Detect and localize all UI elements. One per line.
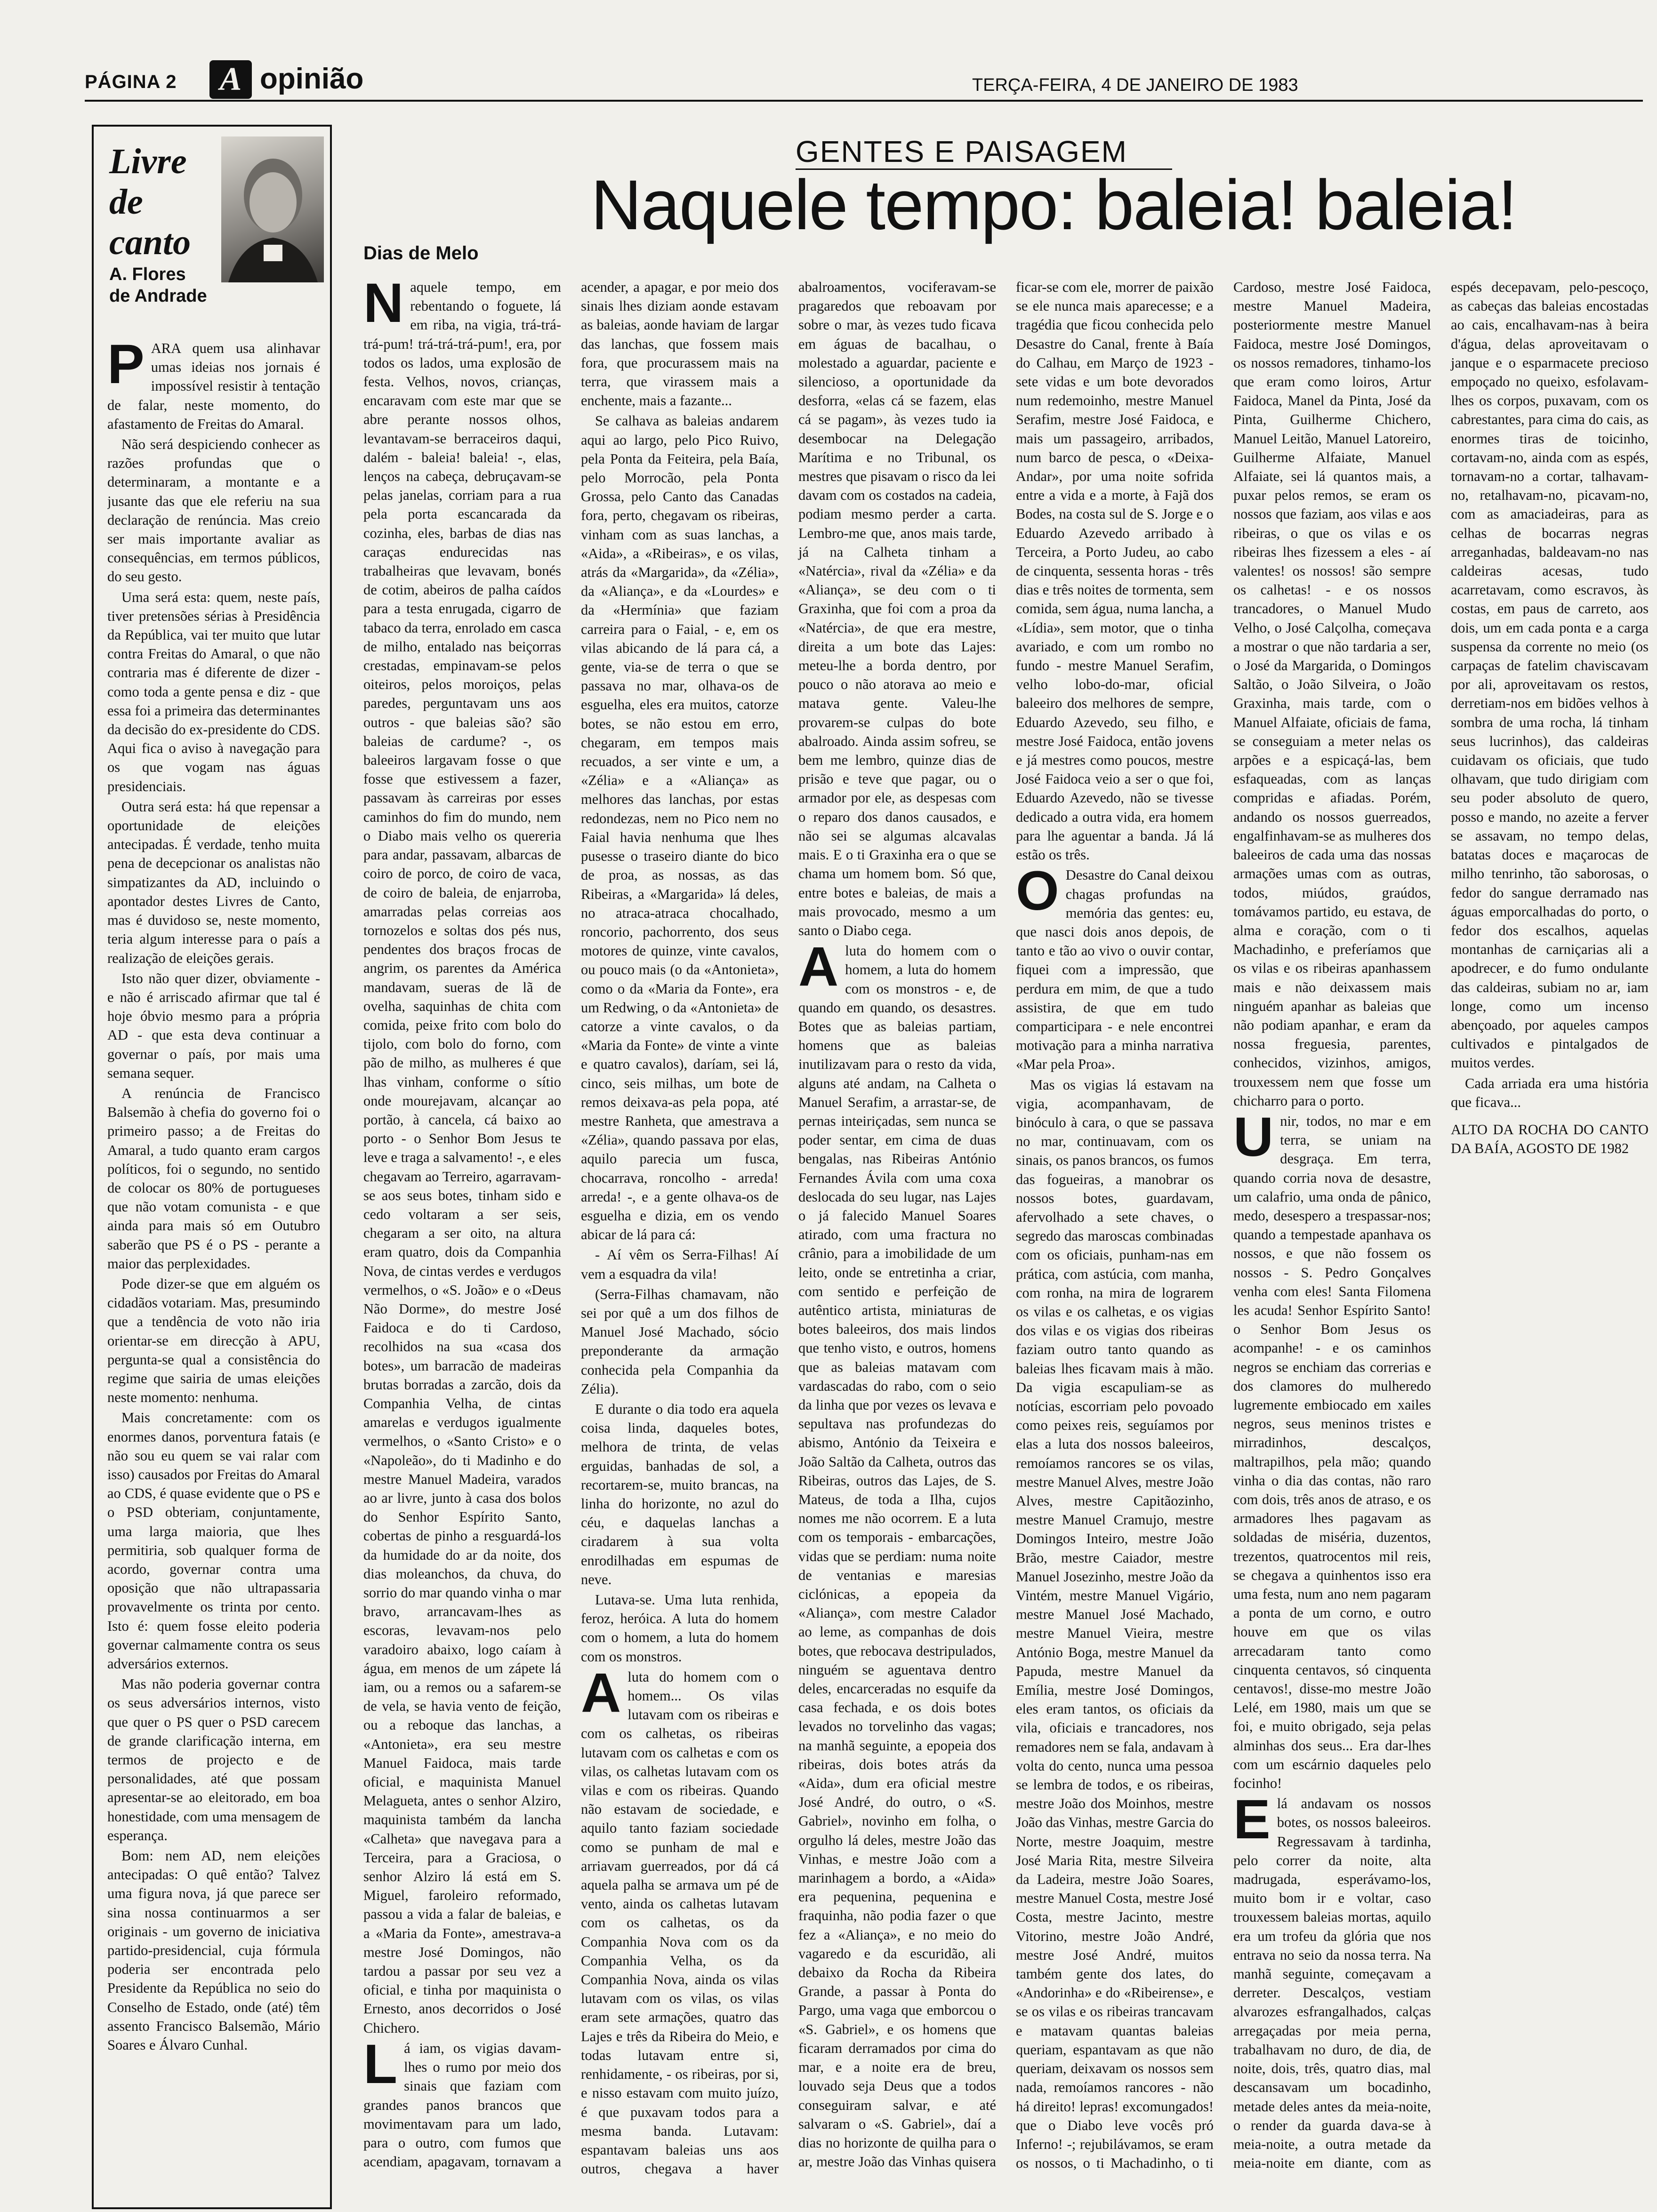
newspaper-logo-icon: A — [209, 60, 252, 99]
article-paragraph: (Serra-Filhas chamavam, não sei por quê a um dos filhos de Manuel José Machado, sócio preponderante da armação conhecida pela Companhia da Zélia). — [581, 1286, 779, 1397]
article-paragraph: O Desastre do Canal deixou chagas profundas na memória das gentes: eu, que nasci dois anos depois, de tanto e tão ao vivo o ouvir contar, fiquei com a impressão, que perdura em mim, de que a tudo assistira, de que em tudo comparticipara - e nele encontrei motivação para a minha narrativa «Mar pela Proa». — [1016, 860, 1214, 1073]
article-paragraph: Mas os vigias lá estavam na vigia, acompanhavam, de binóculo à cara, o que se passava no mar, continuavam, com os sinais, os panos brancos, os fumos das fogueiras, a manobrar os nossos botes, guardavam, afervolhado a sete chaves, o segredo das maroscas combinadas com os oficiais, punham-nas em prática, com astúcia, com manha, com ronha, na mira de lograrem os vilas e os calhetas, e os vigias dos vilas e os vigias dos ribeiras faziam outro tanto quando as baleias lhes ficavam mais à mão. Da vigia escapuliam-se as notícias, escorriam pelo povoado como peixes reis, seguíamos por elas a luta dos nossos baleeiros, remoíamos rancores se os vilas, mestre Manuel Alves, mestre João Alves, mestre Capitãozinho, mestre Manuel Cramujo, mestre Domingos Inteiro, mestre João Brão, mestre Caiador, mestre Manuel Josezinho, mestre João da Vintém, mestre Manuel Vigário, mestre Manuel José Machado, mestre Manuel Vieira, mestre António Boga, mestre Manuel da Papuda, mestre Manuel da Emília, mestre José Domingos, eles eram tantos, os oficiais da vila, oficiais e trancadores, nos remadores nem se fala, andavam à volta do cento, nunca uma pessoa se lembra de todos, e os ribeiras, mestre João dos Moinhos, mestre João das Vinhas, mestre Garcia do Norte, mestre Joaquim, mestre José Maria Rita, mestre Silveira da Ladeira, mestre João Soares, mestre Manuel Costa, mestre José Costa, mestre Jacinto, mestre Vitorino, mestre João André, mestre José André, muitos também gente dos lates, do «Andorinha» e do «Ribeirense», e se os vilas e os ribeiras trancavam e matavam quantas baleias queriam, espantavam as que não queriam, deixavam os nossos sem nada, remoíamos rancores - não há direito! lepras! excomungados! que o Diabo leve vocês pró Inferno! -; rejubilávamos, se eram os nossos, o ti Machadinho, o ti Cardoso, mestre José Faidoca, mestre Manuel Madeira, posteriormente mestre Manuel Faidoca, mestre José Domingos, os nossos remadores, tinhamo-los que eram como loiros, Artur Faidoca, Manel da Pinta, José da Pinta, Guilherme Chichero, Manuel Leitão, Manuel Latoreiro, Guilherme Alfaiate, Manuel Alfaiate, sei lá quantos mais, a puxar pelos remos, se eram os nossos que faziam, aos vilas e aos ribeiras, o que os vilas e os ribeiras lhes fizessem a eles - aí valentes! os nossos! são sempre os calhetas! - e os nossos trancadores, o Manuel Mudo Velho, o José Calçolha, começava a mostrar o que não tardaria a ser, o José da Margarida, o Domingos Saltão, o João Silveira, o João Graxinha, mais tarde, com o Manuel Alfaiate, oficiais de fama, se conseguiam a meter nelas os arpões e a espicaçá-las, bem esfaqueadas, com as lanças compridas e afiadas. Porém, andando os nossos guerreados, engalfinhavam-se as mulheres dos baleeiros de cada uma das nossas armações umas com as outras, todos, miúdos, graúdos, tomávamos partido, eu estava, de alma e coração, com o ti Machadinho, e preferíamos que os vilas e os ribeiras apanhassem mais e não deixassem mais ninguém apanhar as baleias que não podiam apanhar, e eram da nossa freguesia, parentes, conhecidos, vizinhos, amigos, trouxessem nem que fosse um chicharro para o porto. — [1016, 279, 1431, 2172]
column-box-bottom — [92, 2207, 332, 2209]
article-paragraph: Se calhava as baleias andarem aqui ao largo, pelo Pico Ruivo, pela Ponta da Feiteira, pela Baía, pelo Morrocão, pela Ponta Grossa, pelo Canto das Canadas fora, perto, chegavam os ribeiras, vinham com as suas lanchas, a «Aida», a «Ribeiras», e os vilas, atrás da «Margarida», da «Zélia», da «Aliança», e da «Lourdes» e da «Hermínia» que faziam carreira para o Faial, - e, em os vilas abicando de lá para cá, a gente, via-se de terra o que se passava no mar, olhava-os de esguelha, eles era muitos, catorze botes, se não estou em erro, chegaram, em tempos mais recuados, a ser vinte e um, a «Zélia» e a «Aliança» as melhores das lanchas, por estas redondezas, nem no Pico nem no Faial havia nenhuma que lhes pusesse o traseiro diante do bico de proa, as nossas, as das Ribeiras, a «Margarida» lá deles, no atraca-atraca chocalhado, roncorio, pachorrento, dos seus motores de quinze, vinte cavalos, ou pouco mais (o da «Antonieta», como o da «Maria da Fonte», era um Redwing, o da «Antonieta» de catorze a vinte cavalos, o da «Maria da Fonte» de vinte a vinte e quatro cavalos), daríam, sei lá, cinco, seis milhas, um bote de remos deixava-as pela popa, até mestre Ranheta, que amestrava a «Zélia», quando passava por elas, aquilo parecia um fusca, chocarrava, roncolho - arreda! arreda! -, e a gente olhava-os de esguelha e dizia, em os vendo abicar de lá para cá: — [581, 413, 779, 1243]
column-paragraph: Pode dizer-se que em alguém os cidadãos votariam. Mas, presumindo que a tendência de voto não iria orientar-se em direcção à APU, pergunta-se qual a consistência do regime que sairia de umas eleições neste momento: nenhuma. — [107, 1275, 320, 1406]
column-body — [107, 339, 320, 2188]
column-box-right — [330, 125, 332, 2209]
column-paragraph: Outra será esta: há que repensar a oportunidade de eleições antecipadas. É verdade, tenho muita pena de decepcionar os analistas não simpatizantes da AD, incluindo o apontador destes Livres de Canto, mas é duvidoso se, neste momento, teria algum interesse para o país a realização de eleições gerais. — [107, 798, 320, 966]
column-paragraph: Mas não poderia governar contra os seus adversários internos, visto que quer o PS quer o PSD carecem de grande clarificação interna, em termos de projecto e de personalidades, até que possam apresentar-se ao eleitorado, em boa honestidade, com uma mensagem de esperança. — [107, 1676, 320, 1843]
page-number: PÁGINA 2 — [85, 72, 177, 92]
article-paragraph: Lá iam, os vigias davam-lhes o rumo por meio dos sinais que faziam com grandes panos brancos que movimentavam para um lado, para o outro, com fumos que acendiam, apagavam, tornavam a acender, a apagar, e por meio dos sinais lhes diziam aonde estavam as baleias, aonde haviam de largar das lanchas, que fossem mais fora, que procurassem mais na terra, que virassem mais a enchente, mais a fazante... — [363, 279, 779, 2170]
article-paragraph: A luta do homem com o homem, a luta do homem com os monstros - e, de quando em quando, os desastres. Botes que as baleias partiam, homens que as baleias inutilizavam para o resto da vida, alguns até andam, na Calheta o Manuel Serafim, a arrastar-se, de pernas inteiriçadas, sem nunca se poder sentar, em cima de duas bengalas, nas Ribeiras António Fernandes Ávila com uma coxa deslocada do seu lugar, nas Lajes o já falecido Manuel Soares atirado, com uma fractura no crânio, para a imobilidade de um leito, onde se entretinha a criar, com sentido e perfeição de autêntico artista, miniaturas de botes baleeiros, dos mais lindos que tenho visto, e outros, homens que as baleias matavam com vardascadas do rabo, com o seio da linha que por vezes os levava e sepultava nas profundezas do abismo, António da Teixeira e João Saltão da Calheta, outros das Ribeiras, outros das Lajes, de S. Mateus, de toda a Ilha, cujos nomes me não ocorrem. E a luta com os temporais - embarcações, vidas que se perdiam: numa noite de ventanias e maresias ciclónicas, a epopeia da «Aliança», com mestre Calador ao leme, as companhas de dois botes, que rebocava destripulados, ninguém se aguentava dentro deles, encarceradas no esquife da casa fechada, e os dois botes levados no torvelinho das vagas; na manhã seguinte, a epopeia dos ribeiras, dois botes atrás da «Aida», dum era oficial mestre José André, do outro, o «S. Gabriel», novinho em folha, o orgulho lá deles, mestre João das Vinhas, e mestre João com a marinhagem a bordo, a «Aida» era pequenina, pequenina e fraquinha, não podia fazer o que fez a «Aliança», e no meio do vagaredo e da escuridão, ali debaixo da Rocha da Ribeira Grande, a passar à Ponta do Pargo, uma vaga que emborcou o «S. Gabriel», e os homens que ficaram derramados por cima do mar, e a noite era de breu, louvado seja Deus que a todos conseguiram salvar, e até salvaram o «S. Gabriel», daí a dias no horizonte de quilha para o ar, mestre João das Vinhas quisera ficar-se com ele, morrer de paixão se ele nunca mais aparecesse; e a tragédia que ficou conhecida pelo Desastre do Canal, frente à Baía do Calhau, em Março de 1923 - sete vidas e um bote devorados num redemoinho, mestre Manuel Serafim, mestre José Faidoca, e mais um passageiro, arribados, num barco de pesca, o «Deixa-Andar», por uma noite sofrida entre a vida e a morte, à Fajã dos Bodes, na costa sul de S. Jorge e o Eduardo Azevedo arribado à Terceira, a Porto Judeu, ao cabo de cinquenta, sessenta horas - três dias e três noites de tormenta, sem comida, sem água, numa lancha, a «Lídia», sem motor, que o tinha avariado, e com um rombo no fundo - mestre Manuel Serafim, velho lobo-do-mar, oficial baleeiro dos melhores de sempre, Eduardo Azevedo, seu filho, e mestre José Faidoca, então jovens e já mestres como poucos, mestre José Faidoca veio a ser o que foi, Eduardo Azevedo, não se tivesse dedicado a outra vida, era homem para lhe aguentar a banda. Já lá estão os três. — [798, 279, 1214, 2170]
column-paragraph: Bom: nem AD, nem eleições antecipadas: O quê então? Talvez uma figura nova, já que parece ser sina nossa continuarmos a ser originais - um governo de iniciativa partido-presidencial, cuja fórmula poderia ser encontrada pelo Presidente da República no seio do Conselho de Estado, onde (até) têm assento Francisco Balsemão, Mário Soares e Álvaro Cunhal. — [107, 1848, 320, 2053]
masthead-rule — [85, 100, 1643, 102]
article-body — [363, 278, 1649, 2188]
section-title: opinião — [260, 63, 364, 95]
column-paragraph: Isto não quer dizer, obviamente - e não é arriscado afirmar que tal é hoje óbvio mesmo para a própria AD - que esta deva continuar a governar o país, por mais uma semana sequer. — [107, 970, 320, 1081]
article-byline: Dias de Melo — [363, 243, 479, 264]
column-paragraph: Mais concretamente: com os enormes danos, porventura fatais (e não sou eu quem se vai ralar com isso) causados por Freitas do Amaral ao CDS, é quase evidente que o PS e o PSD obteriam, conjuntamente, uma larga maioria, que lhes permitiria, sob qualquer forma de acordo, governar contra uma oposição que não ultrapassaria provavelmente os trinta por cento. Isto é: quem fosse eleito poderia governar calmamente contra os seus adversários externos. — [107, 1410, 320, 1672]
article-paragraph: - Aí vêm os Serra-Filhas! Aí vem a esquadra da vila! — [581, 1247, 779, 1282]
article-paragraph: A luta do homem com o homem... Os vilas lutavam com os ribeiras e com os calhetas, os ribeiras lutavam com os calhetas e com os vilas, os calhetas lutavam com os vilas e com os ribeiras. Quando não estavam de sociedade, e aquilo tanto faziam sociedade como se punham de mal e arriavam guerreados, por dá cá aquela palha se armava um pé de vento, ainda os calhetas lutavam com os calhetas, os da Companhia Nova com os da Companhia Velha, os da Companhia Nova, ainda os vilas lutavam com os vilas, os vilas eram sete armações, quatro das Lajes e três da Ribeira do Meio, e todas lutavam entre si, renhidamente, - os ribeiras, por si, e nisso estavam com muito juízo, é que puxavam todos para a mesma banda. Lutavam: espantavam baleias uns aos outros, chegava a haver abalroamentos, vociferavam-se pragaredos que reboavam por sobre o mar, às vezes tudo ficava em águas de bacalhau, o molestado a aguardar, paciente e silencioso, a oportunidade da desforra, «elas cá se fazem, elas cá se pagam», às vezes tudo ia desembocar na Delegação Marítima e no Tribunal, os mestres que pisavam o risco da lei davam com os costados na cadeia, podiam mesmo perder a carta. Lembro-me que, anos mais tarde, já na Calheta tinham a «Natércia», rival da «Zélia» e da «Aliança», se deu com o ti Graxinha, que foi com a proa da «Natércia», de que era mestre, direita a um bote das Lajes: meteu-lhe a borda dentro, por pouco o não atorava ao meio e matava gente. Valeu-lhe provarem-se culpas do bote abalroado. Ainda assim sofreu, se bem me lembro, quinze dias de prisão e teve que pagar, ou o armador por ele, as despesas com o reparo dos danos causados, e não sei se algumas alcavalas mais. E o ti Graxinha era o que se chama um homem bom. Só que, entre botes e baleias, de mais a mais provocado, mesmo a um santo o Diabo cega. — [581, 279, 996, 2177]
issue-date: TERÇA-FEIRA, 4 DE JANEIRO DE 1983 — [972, 75, 1298, 95]
author-portrait — [221, 136, 324, 282]
column-paragraph: Uma será esta: quem, neste país, tiver pretensões sérias à Presidência da República, vai ter muito que lutar contra Freitas do Amaral, o que não contraria mas é diferente de dizer - como toda a gente pensa e diz - que essa foi a primeira das determinantes da decisão do ex-presidente do CDS. Aqui fica o aviso à navegação para os que vogam nas águas presidenciais. — [107, 589, 320, 794]
column-title: Livre de canto — [109, 142, 191, 262]
article-kicker: GENTES E PAISAGEM — [796, 135, 1127, 168]
article-paragraph: Cada arriada era uma história que ficava... — [1451, 1075, 1649, 1110]
article-dateline: ALTO DA ROCHA DO CANTO DA BAÍA, AGOSTO DE 1982 — [1451, 1121, 1649, 1157]
column-paragraph: Não será despiciendo conhecer as razões profundas que o determinaram, a montante e a jusante das que ele referiu na sua declaração de renúncia. Mas creio ser mais importante avaliar as consequências, em termos públicos, do seu gesto. — [107, 436, 320, 585]
column-paragraph: A renúncia de Francisco Balsemão à chefia do governo foi o primeiro passo; a de Freitas do Amaral, a tudo quanto eram cargos políticos, foi o segundo, no sentido de colocar os 80% de portugueses que não votam comunista - e que ainda para mais só em Outubro saberão que PS é o PS - perante a maior das perplexidades. — [107, 1085, 320, 1272]
column-box-left — [92, 125, 94, 2209]
article-paragraph: Elá andavam os nossos botes, os nossos baleeiros. Regressavam à tardinha, pelo correr da noite, alta madrugada, esperávamo-los, muito bom ir e voltar, caso trouxessem baleias mortas, aquilo era um trofeu da glória que nos entrava no seio da nossa terra. Na manhã seguinte, começavam a derreter. Descalços, vestiam alvarozes esfrangalhados, calças arregaçadas por meia perna, trabalhavam no duro, de dia, de noite, dois, três, quatro dias, mal descansavam um bocadinho, metade deles antes da meia-noite, o render da guarda dava-se à meia-noite, a outra metade da meia-noite em diante, com as espés decepavam, pelo-pescoço, as cabeças das baleias encostadas ao cais, encalhavam-nas à beira d'água, delas aproveitavam o janque e o esparmacete precioso empoçado no queixo, esfolavam-lhes os corpos, puxavam, com os cabrestantes, para cima do cais, as enormes tiras de toicinho, cortavam-no, ainda com as espés, tornavam-no a cortar, talhavam-no, retalhavam-no, picavam-no, com as amaciadeiras, para as celhas de bocarras negras arreganhadas, baldeavam-no nas caldeiras acesas, tudo acarretavam, como escravos, às costas, em paus de carreto, aos dois, um em cada ponta e a carga suspensa da corrente no meio (os carpaças de fatelim chaviscavam por ali, aproveitavam os restos, derretiam-nos em bidões velhos à sombra de uma rocha, lá tinham seus lucrinhos), das caldeiras cuidavam os oficiais, que tudo olhavam, que tudo dirigiam com seu poder absoluto de quero, posso e mando, no azeite a ferver se assavam, no tempo delas, batatas doces e maçarocas de milho tenrinho, tão saborosas, o fedor do sangue derramado nas águas emporcalhadas do porto, o fedor dos escalhos, aquelas montanhas de carniçarias ali a apodrecer, e do fumo ondulante das caldeiras, subiam no ar, iam longe, como um incenso abençoado, por aqueles campos cultivados e pintalgados de muitos verdes. — [1233, 279, 1649, 2172]
article-paragraph: Unir, todos, no mar e em terra, se uniam na desgraça. Em terra, quando corria nova de desastre, um calafrio, uma onda de pânico, medo, desespero a trespassar-nos; quando a tempestade apanhava os nossos, e que não fossem os nossos - S. Pedro Gonçalves venha com eles! Santa Filomena les acuda! Senhor Espírito Santo! o Senhor Bom Jesus os acompanhe! - e os caminhos negros se enchiam das correrias e dos clamores do mulheredo lugremente embiocado em xailes negros, seus meninos tristes e mirradinhos, descalços, maltrapilhos, pela mão; quando vinha o dia das contas, não raro com dois, três anos de atraso, e os armadores lhes pagavam as soldadas de miséria, duzentos, trezentos, quatrocentos mil reis, se chegava a quinhentos isso era uma festa, num ano nem pagaram a ponta de um corno, e outro houve em que os vilas arrecadaram tanto como cinquenta centavos, só cinquenta centavos!, disse-mo mestre João Lelé, em 1980, mais um que se foi, e muito obrigado, seja pelas alminhas dos seus... Era dar-lhes com um escárnio daqueles pelo focinho! — [1233, 1106, 1431, 1792]
article-paragraph: Naquele tempo, em rebentando o foguete, lá em riba, na vigia, trá-trá-trá-pum! trá-trá-trá-pum!, era, por todos os lados, uma explosão de festa. Velhos, novos, crianças, encaravam com este mar que se abre perante nossos olhos, levantavam-se berraceiros daqui, dalém - baleia! baleia! -, elas, lenços na cabeça, debruçavam-se pelas janelas, corriam para a rua pela porta escancarada da cozinha, eles, barbas de dias nas caraças endurecidas nas trabalheiras que levavam, bonés de cotim, abeiros de palha caídos para a testa enrugada, cigarro de tabaco da terra, enrolado em casca de milho, entalado nas beiçorras crestadas, empinavam-se pelos oiteiros, pelos moroiços, pelas paredes, perguntavam uns aos outros - que baleias são? são baleias de cardume? -, os baleeiros largavam fosse o que fosse que estivessem a fazer, passavam às carreiras por esses caminhos do fim do mundo, nem o Diabo mais velho os quereria para andar, passavam, albarcas de coiro de porco, de coiro de vaca, de coiro de baleia, de enjarroba, amarradas pelas correias aos tornozelos e soltas dos pés nus, pendentes dos braços frocas de angrim, os parentes da América mandavam, sueras de lã de ovelha, saquinhas de chita com comida, peixe frito com bolo do tijolo, com bolo do forno, com pão de milho, as mulheres é que lhas vinham, conforme o sítio onde mourejavam, alcançar ao portão, à cancela, cá baixo ao porto - o Senhor Bom Jesus te leve e traga a salvamento! -, e eles chegavam ao Terreiro, agarravam-se aos seus botes, tinham sido e cedo voltaram a ser seis, chegaram a ser oito, na altura eram quatro, dois da Companhia Nova, de cintas verdes e verdugos vermelhos, o «S. João» e o «Deus Não Dorme», do mestre José Faidoca e do ti Cardoso, recolhidos na sua «casa dos botes», um barracão de madeiras brutas borradas a zarcão, dois da Companhia Velha, de cintas amarelas e verdugos igualmente vermelhos, o «Santo Cristo» e o «Napoleão», do ti Madinho e do mestre Manuel Madeira, varados ao ar livre, junto à casa dos bolos do Senhor Espírito Santo, cobertas de pinho a resguardá-los da humidade do ar da noite, dos dias moleanchos, da chuva, do sorrio do mar quando vinha o mar bravo, arrancavam-lhes as escoras, levavam-nos pelo varadoiro abaixo, logo caíam à água, em menos de um zápete lá iam, ou a remos ou a safarem-se de vela, se havia vento de feição, ou a reboque das lanchas, a «Antonieta», era seu mestre Manuel Faidoca, mais tarde oficial, e maquinista Manuel Melagueta, antes o senhor Alziro, maquinista também da lancha «Calheta» que navegava para a Terceira, para a Graciosa, o senhor Alziro lá está em S. Miguel, faroleiro reformado, passou a vida a falar de baleias, e a «Maria da Fonte», amestrava-a mestre José Domingos, não tardou a passar por seu vez a oficial, e tinha por maquinista o Ernesto, anos decorridos o José Chichero. — [363, 278, 562, 2036]
column-author: A. Flores de Andrade — [109, 264, 207, 306]
article-paragraph: E durante o dia todo era aquela coisa linda, daqueles botes, melhora de trinta, de velas erguidas, banhadas de sol, a recortarem-se, muito brancas, na linha do horizonte, no azul do céu, e daquelas lanchas a ciradarem à sua volta enrodilhadas em espumas de neve. — [581, 1401, 779, 1587]
article-headline: Naquele tempo: baleia! baleia! — [591, 165, 1517, 244]
column-box-top — [92, 125, 332, 127]
article-paragraph: Lutava-se. Uma luta renhida, feroz, heróica. A luta do homem com o homem, a luta do homem com os monstros. — [581, 1592, 779, 1665]
column-paragraph: PARA quem usa alinhavar umas ideias nos jornais é impossível resistir à tentação de falar, neste momento, do afastamento de Freitas do Amaral. — [107, 339, 320, 432]
